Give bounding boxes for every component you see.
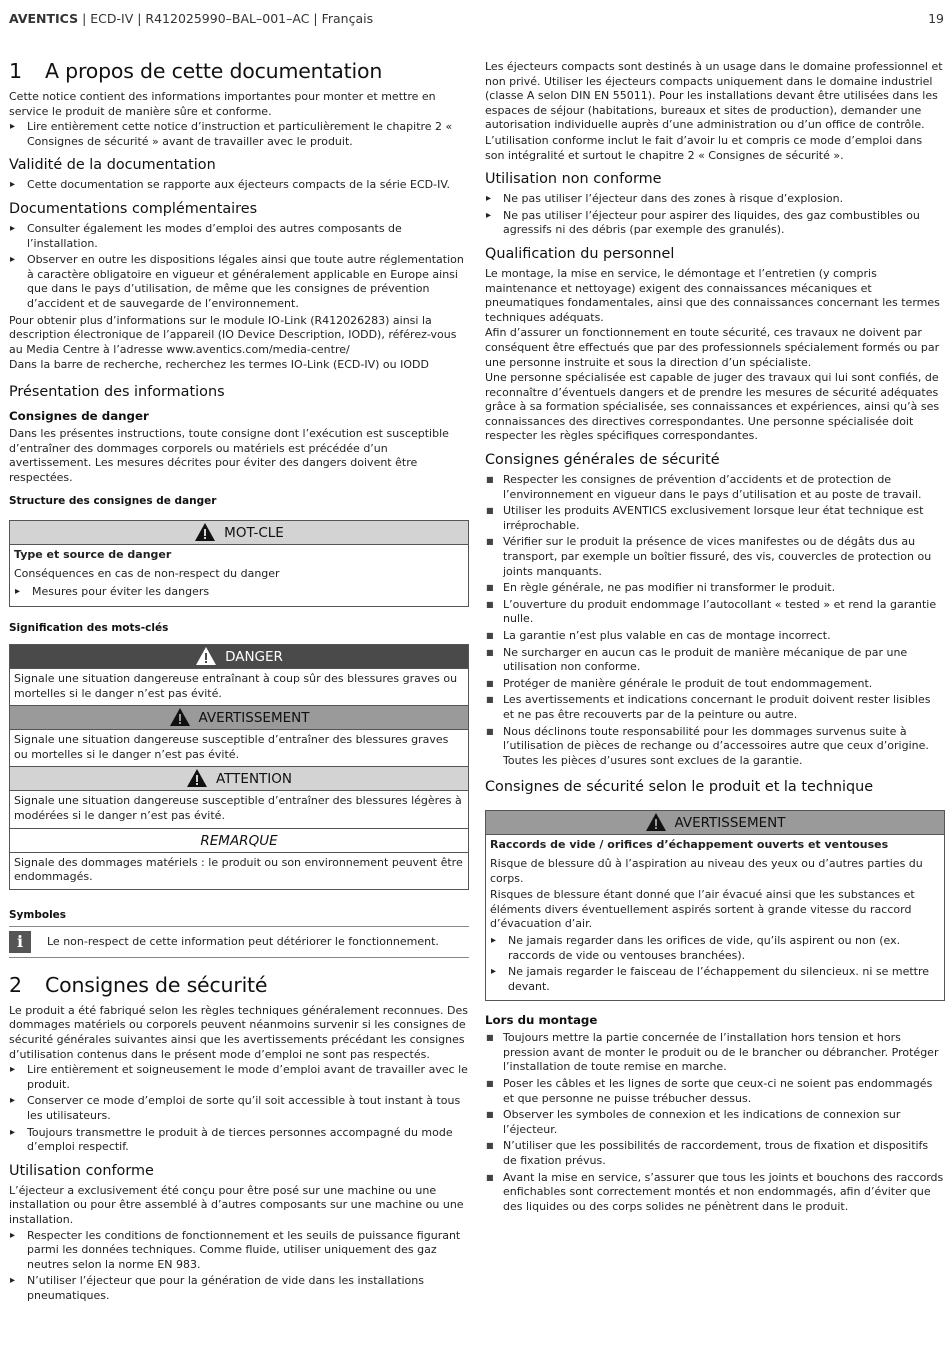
list-item: ■ Utiliser les produits AVENTICS exclusivement lorsque leur état technique est irréprochable. [485, 504, 945, 533]
symbol-text: Le non-respect de cette information peut détériorer le fonctionnement. [47, 934, 439, 948]
conforme-p1: Les éjecteurs compacts sont destinés à un usage dans le domaine professionnel et non privé. Utiliser les éjecteurs compacts uniquement dans le domaine industriel (classe A selon DIN EN 55011). Pour les installations devant être utilisées dans les espaces de séjour (habitations, bureaux et sites de production), demander une autorisation individuelle auprès d’une administration ou d’un office de contrôle. [485, 60, 943, 132]
structure-box-header: MOT-CLE [10, 521, 468, 545]
list-item: ■ Respecter les consignes de prévention d’accidents et de protection de l’environnement en vigueur dans le pays d’utilisation et au poste de travail. [485, 473, 945, 502]
montage-title: Lors du montage [485, 1013, 598, 1028]
warning-p1: Risque de blessure dû à l’aspiration au niveau des yeux ou d’autres parties du corps. [490, 856, 923, 885]
section-1-title: 1 A propos de cette documentation [9, 59, 383, 83]
qualif-title: Qualification du personnel [485, 245, 675, 262]
list-item: ▸ Ne jamais regarder dans les orifices de vide, qu’ils aspirent ou non (ex. raccords de vide ou ventouses branchées). [490, 934, 940, 963]
structure-box [9, 520, 469, 607]
warning-triangle-icon [186, 768, 208, 788]
warning-triangle-icon [195, 646, 217, 666]
list-item: ■ Protéger de manière générale le produit de tout endommagement. [485, 677, 945, 692]
warning-box [485, 810, 945, 1001]
warning-triangle-icon [194, 522, 216, 542]
signif-title: Signification des mots-clés [9, 622, 169, 635]
qualif-p2: Afin d’assurer un fonctionnement en toute sécurité, ces travaux ne doivent par conséquent être effectués que par des professionnels spécialement formés ou par une personne instruite et sous la direction d’un spécialiste. [485, 326, 940, 369]
list-item: ■ N’utiliser que les possibilités de raccordement, trous de fixation et dispositifs de fixation prévus. [485, 1139, 945, 1168]
list-item: ▸ Ne pas utiliser l’éjecteur dans des zones à risque d’explosion. [485, 192, 945, 207]
list-item: ■ Avant la mise en service, s’assurer que tous les joints et bouchons des raccords enfichables sont correctement montés et non endommagés, afin d’éviter que des liquides ou des corps solides ne pénètrent dans le produit. [485, 1171, 945, 1215]
danger-title: Consignes de danger [9, 408, 149, 423]
danger-text: Dans les présentes instructions, toute consigne dont l’exécution est susceptible d’entraîner des dommages corporels ou matériels est précédée d’un avertissement. Les mesures décrites pour éviter des dangers doivent être respectées. [9, 426, 449, 484]
list-item: ■ L’ouverture du produit endommage l’autocollant « tested » et rend la garantie nulle. [485, 598, 945, 627]
validite-list [9, 178, 469, 193]
signal-remarque-header: REMARQUE [10, 829, 468, 853]
structure-title: Structure des consignes de danger [9, 495, 217, 508]
list-item: ■ Poser les câbles et les lignes de sorte que ceux-ci ne soient pas endommagés et que personne ne puisse trébucher dessus. [485, 1077, 945, 1106]
symboles-title: Symboles [9, 908, 67, 921]
compl-p2: Dans la barre de recherche, recherchez les termes IO-Link (ECD-IV) ou IODD [9, 358, 429, 372]
conforme-text: L’éjecteur a exclusivement été conçu pour être posé sur une machine ou une installation ou pour être assemblé à d’autres composants sur une machine ou une installation. [9, 1183, 464, 1226]
page-header [9, 12, 944, 28]
compl-list [9, 222, 469, 312]
qualif-p1: Le montage, la mise en service, le démontage et l’entretien (y compris maintenance et nettoyage) exigent des connaissances mécaniques et pneumatiques fondamentales, ainsi que des connaissances concernant les termes techniques adéquats. [485, 266, 940, 324]
structure-box-body [10, 545, 468, 606]
compl-p1: Pour obtenir plus d’informations sur le module IO-Link (R412026283) ainsi la description électronique de l’appareil (IO Device Description, IODD), référez-vous au Media Centre à l’adresse www.aventics.com/media-centre/ [9, 313, 457, 356]
warning-box-header: AVERTISSEMENT [486, 811, 944, 835]
list-item: ■ La garantie n’est plus valable en cas de montage incorrect. [485, 629, 945, 644]
nonconf-list [485, 192, 945, 238]
left-column [9, 58, 469, 1306]
s1-intro: Cette notice contient des informations importantes pour monter et mettre en service le produit de manière sûre et conforme. [9, 90, 436, 118]
warning-subtitle: Raccords de vide / orifices d’échappement ouverts et ventouses [490, 838, 889, 852]
compl-title: Documentations complémentaires [9, 200, 258, 217]
validite-title: Validité de la documentation [9, 157, 216, 174]
list-item: ■ En règle générale, ne pas modifier ni transformer le produit. [485, 581, 945, 596]
conforme-list [9, 1229, 469, 1304]
structure-mesures: ▸ Mesures pour éviter les dangers [14, 585, 464, 600]
warning-p2: Risques de blessure étant donné que l’air évacué ainsi que les substances et éléments divers éventuellement aspirés sortent à grande vitesse du raccord d’évacuation d’air. [490, 888, 915, 931]
list-item: ■ Observer les symboles de connexion et les indications de connexion sur l’éjecteur. [485, 1108, 945, 1137]
list-item: ▸ Toujours transmettre le produit à de tierces personnes accompagné du mode d’emploi respectif. [9, 1126, 469, 1155]
gen-title: Consignes générales de sécurité [485, 452, 720, 469]
nonconf-title: Utilisation non conforme [485, 171, 662, 188]
list-item: ▸ Lire entièrement cette notice d’instruction et particulièrement le chapitre 2 « Consignes de sécurité » avant de travailler avec le produit. [9, 120, 469, 149]
list-item: ■ Ne surcharger en aucun cas le produit de manière mécanique de par une utilisation non conforme. [485, 646, 945, 675]
list-item: ■ Vérifier sur le produit la présence de vices manifestes ou de dégâts dus au transport, par exemple un boîtier fissuré, des vis, couvercles de protection ou joints manquants. [485, 535, 945, 579]
montage-list [485, 1031, 945, 1214]
list-item: ▸ N’utiliser l’éjecteur que pour la génération de vide dans les installations pneumatiques. [9, 1274, 469, 1303]
conforme-p2: L’utilisation conforme inclut le fait d’avoir lu et compris ce mode d’emploi dans son intégralité et surtout le chapitre 2 « Consignes de sécurité ». [485, 133, 923, 162]
info-icon: i [9, 931, 31, 953]
brand-name: AVENTICS [9, 11, 79, 26]
structure-type: Type et source de danger [14, 548, 172, 562]
signal-attention-header: ATTENTION [10, 767, 468, 791]
structure-consequences: Conséquences en cas de non-respect du danger [14, 566, 280, 580]
page-number: 19 [928, 11, 944, 26]
warning-triangle-icon [645, 812, 667, 832]
list-item: ▸ Ne jamais regarder le faisceau de l’échappement du silencieux. ni se mettre devant. [490, 965, 940, 994]
signal-danger-text: Signale une situation dangereuse entraînant à coup sûr des blessures graves ou mortelles si le danger n’est pas évité. [10, 669, 468, 706]
s2-intro-list [9, 1063, 469, 1155]
signal-avertissement-header: AVERTISSEMENT [10, 706, 468, 730]
presentation-title: Présentation des informations [9, 383, 225, 400]
conforme-title: Utilisation conforme [9, 1162, 154, 1179]
qualif-p3: Une personne spécialisée est capable de juger des travaux qui lui sont confiés, de reconnaître d’éventuels dangers et de prendre les mesures de sécurité adéquates grâce à sa formation spécialisée, ses connaissances et expériences, ainsi qu’à ses connaissances des directives correspondantes. Une personne spécialisée doit respecter les règles spécifiques correspondantes. [485, 371, 940, 443]
list-item: ▸ Ne pas utiliser l’éjecteur pour aspirer des liquides, des gaz combustibles ou agressifs ni des débris (par exemple des granulés). [485, 209, 945, 238]
list-item: ▸ Lire entièrement et soigneusement le mode d’emploi avant de travailler avec le produit. [9, 1063, 469, 1092]
list-item: ▸ Cette documentation se rapporte aux éjecteurs compacts de la série ECD-IV. [9, 178, 469, 193]
list-item: ■ Toujours mettre la partie concernée de l’installation hors tension et hors pression avant de monter le produit ou de le brancher ou débrancher. Protéger l’installation de toute remise en marche. [485, 1031, 945, 1075]
list-item: ▸ Respecter les conditions de fonctionnement et les seuils de puissance figurant parmi les données techniques. Comme fluide, utiliser uniquement des gaz neutres selon la norme EN 983. [9, 1229, 469, 1273]
list-item: ▸ Observer en outre les dispositions légales ainsi que toute autre réglementation à caractère obligatoire en vigueur et généralement applicable en Europe ainsi que dans le pays d’utilisation, de même que les consignes de prévention d’accident et de sauvegarde de l’environnement. [9, 253, 469, 311]
list-item: ■ Les avertissements et indications concernant le produit doivent rester lisibles et ne pas être recouverts par de la peinture ou autre. [485, 693, 945, 722]
gen-list [485, 473, 945, 768]
doc-reference: | ECD-IV | R412025990–BAL–001–AC | Français [78, 11, 374, 26]
list-item: ▸ Conserver ce mode d’emploi de sorte qu’il soit accessible à tout instant à tous les utilisateurs. [9, 1094, 469, 1123]
info-symbol-row [9, 926, 469, 958]
signal-words-box [9, 644, 469, 890]
signal-attention-text: Signale une situation dangereuse susceptible d’entraîner des blessures légères à modérées si le danger n’est pas évité. [10, 791, 468, 828]
right-column [485, 60, 945, 1216]
signal-danger-header: DANGER [10, 645, 468, 669]
warning-list [490, 934, 940, 994]
s1-intro-list [9, 120, 469, 149]
signal-avertissement-text: Signale une situation dangereuse susceptible d’entraîner des blessures graves ou mortelles si le danger n’est pas évité. [10, 730, 468, 767]
section-2-title: 2 Consignes de sécurité [9, 972, 268, 997]
warning-box-body [486, 835, 944, 1000]
tech-title: Consignes de sécurité selon le produit et la technique [485, 779, 874, 796]
s2-intro: Le produit a été fabriqué selon les règles techniques généralement reconnues. Des dommages matériels ou corporels peuvent néanmoins survenir si les consignes de sécurité générales suivantes ainsi que les avertissements précédant les consignes d’utilisation contenus dans le présent mode d’emploi ne sont pas respectés. [9, 1003, 468, 1061]
signal-remarque-text: Signale des dommages matériels : le produit ou son environnement peuvent être endommagés. [14, 855, 463, 884]
list-item: ■ Nous déclinons toute responsabilité pour les dommages survenus suite à l’utilisation de pièces de rechange ou d’accessoires autre que ceux d’origine. Toutes les pièces d’usures sont exclues de la garantie. [485, 725, 945, 769]
warning-triangle-icon [169, 707, 191, 727]
list-item: ▸ Consulter également les modes d’emploi des autres composants de l’installation. [9, 222, 469, 251]
